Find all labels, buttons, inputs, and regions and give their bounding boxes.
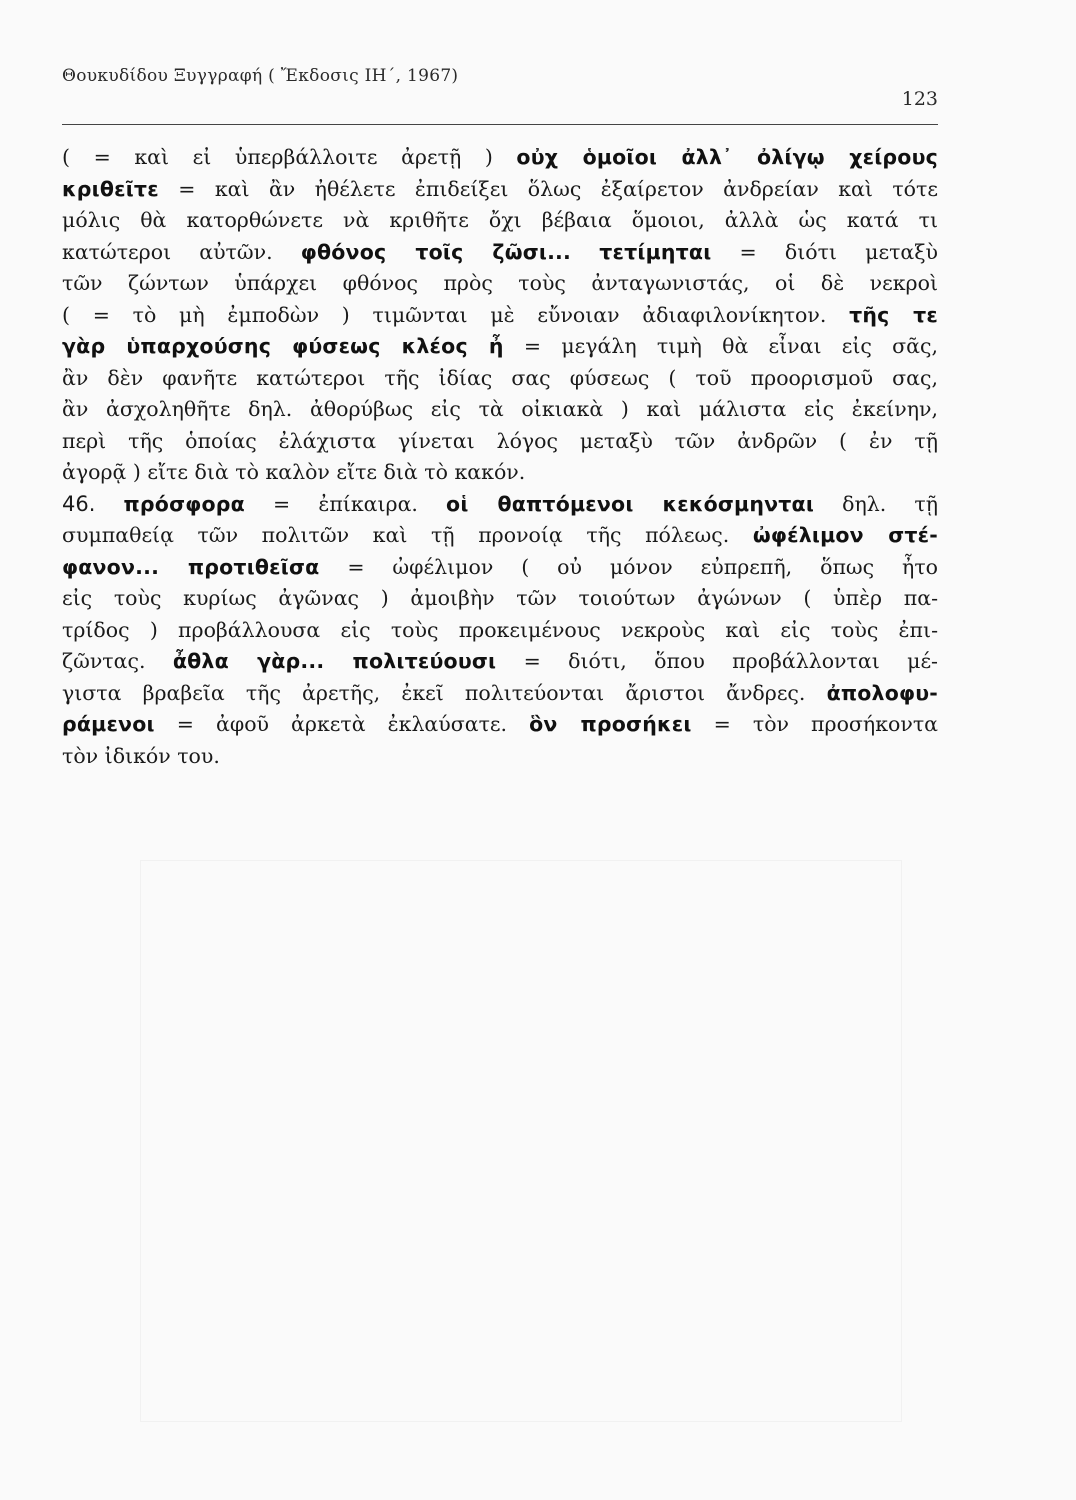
- page-number: 123: [901, 88, 938, 110]
- header-rule: [62, 124, 938, 125]
- lemma-phrase: φανον... προτιθεῖσα: [62, 554, 320, 579]
- gloss-text: ( = καὶ εἰ ὑπερβάλλοιτε ἀρετῇ ): [62, 145, 517, 169]
- gloss-text: = διότι μεταξὺ: [711, 239, 939, 264]
- text-line: [62, 552, 938, 584]
- lemma-phrase: πρόσφορα: [123, 491, 245, 516]
- lemma-phrase: οἱ θαπτόμενοι κεκόσμηνται: [446, 491, 815, 516]
- text-line: [62, 142, 938, 174]
- gloss-text: δηλ. τῇ: [814, 491, 938, 516]
- lemma-phrase: τετίμηται: [599, 239, 712, 264]
- gloss-text: περὶ τῆς ὁποίας ἐλάχιστα γίνεται λόγος μεταξὺ τῶν ἀνδρῶν ( ἐν τῇ: [62, 428, 938, 453]
- lemma-phrase: κριθεῖτε: [62, 176, 159, 201]
- text-line: [62, 709, 938, 741]
- text-line: [62, 237, 938, 269]
- gloss-text: ζῶντας.: [62, 649, 173, 673]
- lemma-phrase: ὠφέλιμον στέ-: [752, 523, 939, 547]
- gloss-text: [95, 492, 123, 516]
- commentary-text: [62, 142, 938, 772]
- gloss-text: μόλις θὰ κατορθώνετε νὰ κριθῆτε ὄχι βέβαια ὅμοιοι, ἀλλὰ ὡς κατά τι: [62, 208, 938, 232]
- gloss-text: = διότι, ὅπου προβάλλονται μέ-: [496, 649, 938, 673]
- gloss-text: = τὸν προσήκοντα: [691, 712, 939, 736]
- gloss-text: = ἀφοῦ ἀρκετὰ ἐκλαύσατε.: [154, 712, 530, 736]
- gloss-text: γιστα βραβεῖα τῆς ἀρετῆς, ἐκεῖ πολιτεύονται ἄριστοι ἄνδρες.: [62, 680, 827, 705]
- gloss-text: [571, 240, 599, 264]
- text-line: [62, 646, 938, 678]
- lemma-phrase: ράμενοι: [62, 712, 155, 736]
- text-line: [62, 394, 938, 426]
- text-line: [62, 174, 938, 206]
- section-number: 46.: [62, 491, 96, 516]
- text-line: [62, 741, 938, 773]
- gloss-text: = καὶ ἂν ἠθέλετε ἐπιδείξει ὅλως ἐξαίρετον ἀνδρείαν καὶ τότε: [158, 176, 938, 201]
- text-line: [62, 457, 938, 489]
- gloss-text: ἂν ἀσχοληθῆτε δηλ. ἀθορύβως εἰς τὰ οἰκιακὰ ) καὶ μάλιστα εἰς ἐκείνην,: [62, 397, 938, 421]
- gloss-text: = ἐπίκαιρα.: [244, 491, 447, 516]
- text-line: [62, 520, 938, 552]
- text-line: [62, 300, 938, 332]
- bleed-through-frame: [140, 860, 902, 1422]
- gloss-text: τὸν ἰδικόν του.: [62, 743, 220, 768]
- gloss-text: τῶν ζώντων ὑπάρχει φθόνος πρὸς τοὺς ἀνταγωνιστάς, οἱ δὲ νεκροὶ: [62, 271, 938, 295]
- page-header: [62, 66, 938, 110]
- gloss-text: ἂν δὲν φανῆτε κατώτεροι τῆς ἰδίας σας φύσεως ( τοῦ προορισμοῦ σας,: [62, 365, 938, 390]
- gloss-text: κατώτεροι αὐτῶν.: [62, 239, 301, 264]
- text-line: [62, 489, 938, 521]
- lemma-phrase: γὰρ ὑπαρχούσης φύσεως κλέος ἦ: [62, 334, 504, 358]
- gloss-text: ἀγορᾷ ) εἴτε διὰ τὸ καλὸν εἴτε διὰ τὸ κακόν.: [62, 460, 526, 484]
- lemma-phrase: ὃν προσήκει: [529, 712, 692, 736]
- lemma-phrase: οὐχ ὁμοῖοι ἀλλ᾽ ὀλίγῳ χείρους: [516, 145, 938, 169]
- gloss-text: εἰς τοὺς κυρίως ἀγῶνας ) ἀμοιβὴν τῶν τοιούτων ἀγώνων ( ὑπὲρ πα-: [62, 586, 938, 610]
- gloss-text: συμπαθείᾳ τῶν πολιτῶν καὶ τῇ προνοίᾳ τῆς πόλεως.: [62, 523, 753, 547]
- text-line: [62, 615, 938, 647]
- text-line: [62, 205, 938, 237]
- text-line: [62, 678, 938, 710]
- text-line: [62, 268, 938, 300]
- text-line: [62, 426, 938, 458]
- text-line: [62, 363, 938, 395]
- text-line: [62, 583, 938, 615]
- lemma-phrase: φθόνος τοῖς ζῶσι...: [300, 239, 572, 264]
- text-line: [62, 331, 938, 363]
- running-title: Θουκυδίδου Ξυγγραφή ( Ἔκδοσις ΙΗ΄, 1967): [62, 66, 459, 86]
- lemma-phrase: ἆθλα γὰρ... πολιτεύουσι: [172, 649, 497, 673]
- lemma-phrase: τῆς τε: [849, 302, 938, 327]
- gloss-text: = μεγάλη τιμὴ θὰ εἶναι εἰς σᾶς,: [503, 334, 938, 358]
- gloss-text: τρίδος ) προβάλλουσα εἰς τοὺς προκειμένους νεκροὺς καὶ εἰς τοὺς ἐπι-: [62, 617, 938, 642]
- gloss-text: = ὠφέλιμον ( οὐ μόνον εὐπρεπῆ, ὅπως ἦτο: [319, 554, 938, 579]
- lemma-phrase: ἀπολοφυ-: [826, 680, 938, 705]
- gloss-text: ( = τὸ μὴ ἐμποδὼν ) τιμῶνται μὲ εὔνοιαν ἀδιαφιλονίκητον.: [62, 302, 850, 327]
